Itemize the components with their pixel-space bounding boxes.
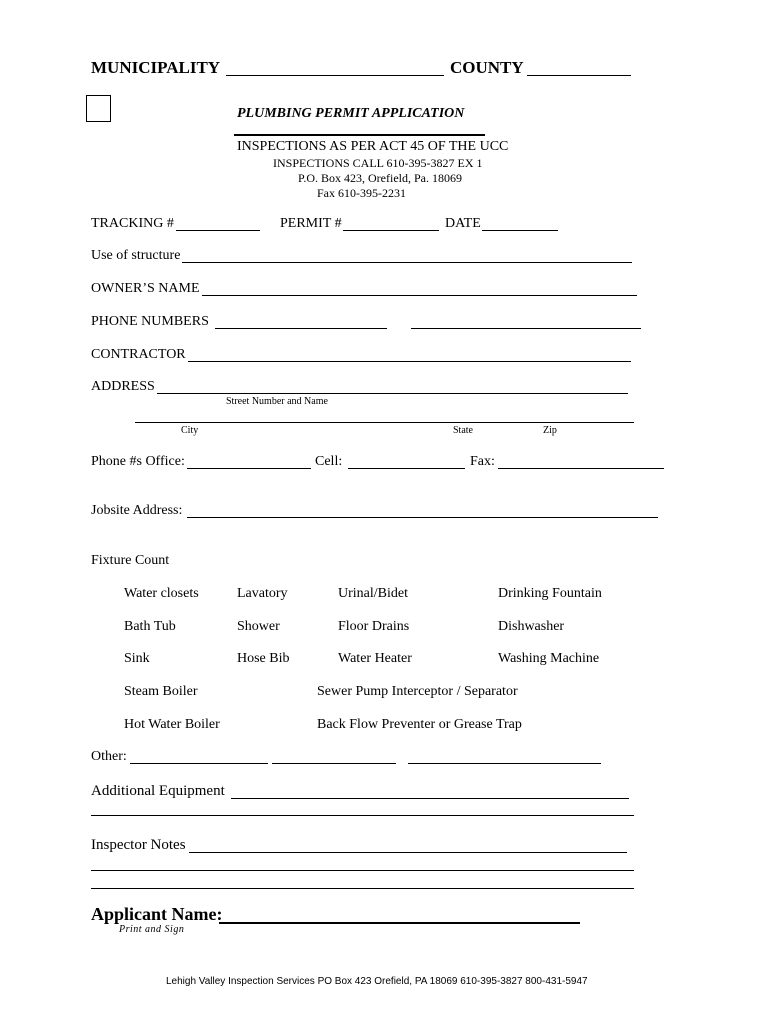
applicant-name-field[interactable] xyxy=(219,922,580,924)
fixture-shower: Shower xyxy=(237,619,280,634)
other-field-1[interactable] xyxy=(130,763,268,764)
fixture-count-heading: Fixture Count xyxy=(91,553,170,568)
tracking-field[interactable] xyxy=(176,230,260,231)
phone-number-1-field[interactable] xyxy=(215,328,387,329)
date-field[interactable] xyxy=(482,230,558,231)
fixture-steam-boiler: Steam Boiler xyxy=(124,684,198,699)
fixture-sink: Sink xyxy=(124,651,150,666)
fixture-lavatory: Lavatory xyxy=(237,586,288,601)
fax-field[interactable] xyxy=(498,468,664,469)
inspector-notes-label: Inspector Notes xyxy=(91,837,186,853)
phone-number-2-field[interactable] xyxy=(411,328,641,329)
jobsite-address-label: Jobsite Address: xyxy=(91,503,183,518)
act-line: INSPECTIONS AS PER ACT 45 OF THE UCC xyxy=(237,139,509,154)
address-street-field[interactable] xyxy=(157,393,628,394)
state-caption: State xyxy=(453,425,473,436)
city-caption: City xyxy=(181,425,199,436)
other-field-2[interactable] xyxy=(272,763,396,764)
fixture-drinking-fountain: Drinking Fountain xyxy=(498,586,602,601)
fixture-water-heater: Water Heater xyxy=(338,651,412,666)
municipality-field[interactable] xyxy=(226,75,444,76)
municipality-label: MUNICIPALITY xyxy=(91,58,221,77)
checkbox[interactable] xyxy=(86,95,111,122)
title-underline xyxy=(234,134,485,136)
phone-numbers-label: PHONE NUMBERS xyxy=(91,314,209,329)
use-of-structure-label: Use of structure xyxy=(91,248,181,263)
other-label: Other: xyxy=(91,749,127,764)
footer-text: Lehigh Valley Inspection Services PO Box 423 Orefield, PA 18069 610-395-3827 800-431-5947 xyxy=(166,976,588,987)
other-field-3[interactable] xyxy=(408,763,601,764)
print-and-sign-caption: Print and Sign xyxy=(119,924,185,935)
inspector-notes-field-2[interactable] xyxy=(91,870,634,871)
fax-line: Fax 610-395-2231 xyxy=(317,186,406,200)
jobsite-address-field[interactable] xyxy=(187,517,658,518)
owners-name-label: OWNER’S NAME xyxy=(91,281,200,296)
permit-label: PERMIT # xyxy=(280,216,342,231)
inspector-notes-field-1[interactable] xyxy=(189,852,627,853)
fixture-washing-machine: Washing Machine xyxy=(498,651,600,666)
use-of-structure-field[interactable] xyxy=(182,262,632,263)
tracking-label: TRACKING # xyxy=(91,216,174,231)
fixture-floor-drains: Floor Drains xyxy=(338,619,410,634)
fax-label: Fax: xyxy=(470,454,495,469)
fixture-hose-bib: Hose Bib xyxy=(237,651,290,666)
additional-equipment-field-2[interactable] xyxy=(91,815,634,816)
inspector-notes-field-3[interactable] xyxy=(91,888,634,889)
contractor-field[interactable] xyxy=(188,361,631,362)
inspections-call-line: INSPECTIONS CALL 610-395-3827 EX 1 xyxy=(273,156,483,170)
fixture-urinal-bidet: Urinal/Bidet xyxy=(338,586,408,601)
fixture-dishwasher: Dishwasher xyxy=(498,619,565,634)
cell-field[interactable] xyxy=(348,468,465,469)
date-label: DATE xyxy=(445,216,481,231)
fixture-hot-water-boiler: Hot Water Boiler xyxy=(124,717,220,732)
phone-office-label: Phone #s Office: xyxy=(91,454,185,469)
street-caption: Street Number and Name xyxy=(226,396,328,407)
address-label: ADDRESS xyxy=(91,379,155,394)
fixture-bath-tub: Bath Tub xyxy=(124,619,176,634)
phone-office-field[interactable] xyxy=(187,468,311,469)
po-box-line: P.O. Box 423, Orefield, Pa. 18069 xyxy=(298,171,462,185)
additional-equipment-field-1[interactable] xyxy=(231,798,629,799)
address-city-state-zip-field[interactable] xyxy=(135,422,634,423)
owners-name-field[interactable] xyxy=(202,295,637,296)
permit-field[interactable] xyxy=(343,230,439,231)
contractor-label: CONTRACTOR xyxy=(91,347,186,362)
fixture-water-closets: Water closets xyxy=(124,586,199,601)
cell-label: Cell: xyxy=(315,454,343,469)
zip-caption: Zip xyxy=(543,425,557,436)
county-field[interactable] xyxy=(527,75,631,76)
fixture-sewer-pump-interceptor: Sewer Pump Interceptor / Separator xyxy=(317,684,518,699)
form-title: PLUMBING PERMIT APPLICATION xyxy=(237,106,465,121)
applicant-name-label: Applicant Name: xyxy=(91,904,223,924)
county-label: COUNTY xyxy=(450,58,524,77)
fixture-back-flow-preventer: Back Flow Preventer or Grease Trap xyxy=(317,717,522,732)
additional-equipment-label: Additional Equipment xyxy=(91,783,225,799)
